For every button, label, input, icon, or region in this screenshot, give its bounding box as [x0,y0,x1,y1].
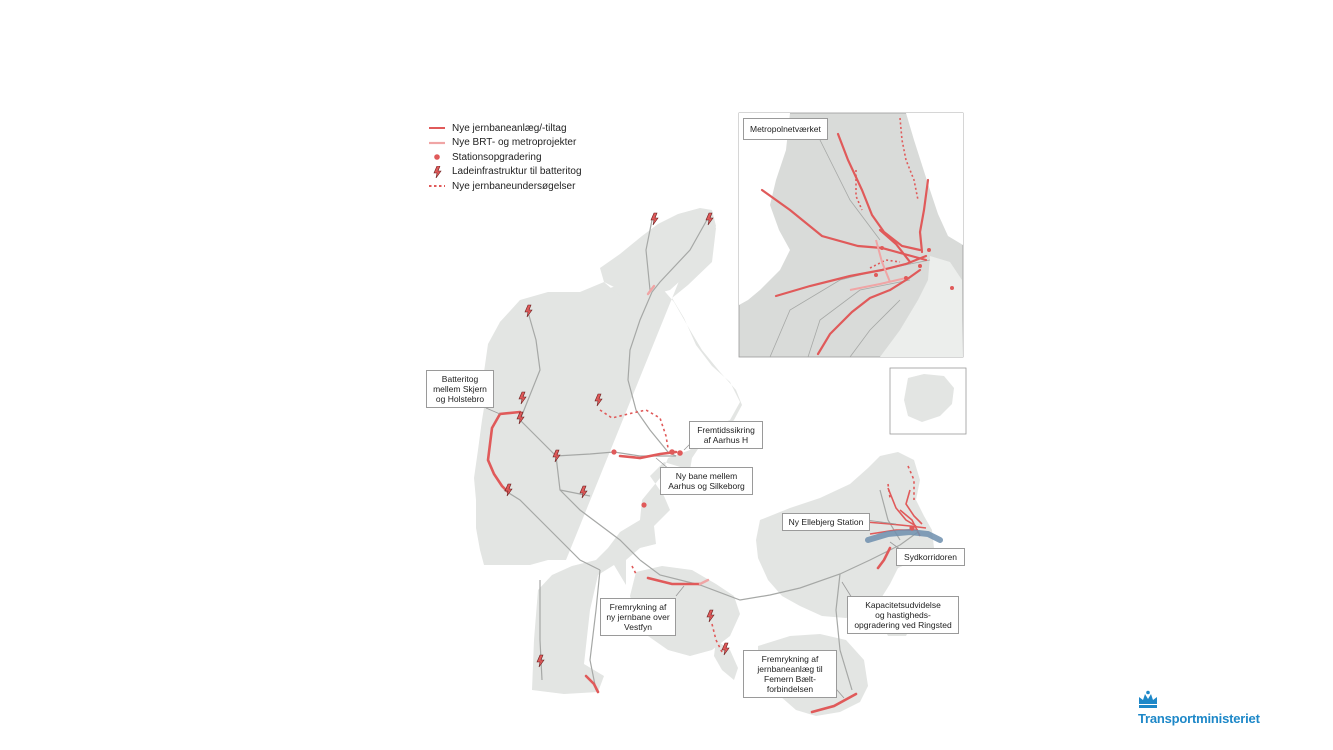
metropol-inset [739,113,963,357]
callout-line: Femern Bælt- [764,674,816,684]
legend-item-studies [428,179,582,194]
callout-line: og hastigheds- [875,610,931,620]
callout-line: Fremrykning af [761,654,819,664]
callout-silkeborg [660,467,753,495]
legend-item-battery [428,165,582,180]
legend-item-station [428,150,582,165]
inset-title: Metropolnetværket [743,118,828,140]
callout-line: og Holstebro [435,394,485,404]
dotted-line-icon [428,181,446,191]
logo-text: Transportministeriet [1138,711,1260,726]
callout-line: Aarhus og Silkeborg [668,481,745,491]
callout-batteritog [426,370,494,408]
callout-ellebjerg [782,513,870,531]
legend-item-brt-metro [428,136,582,151]
legend-label: Nye jernbaneanlæg/-tiltag [452,122,567,134]
legend-item-new-rail [428,121,582,136]
callout-aarhus-h [689,421,763,449]
legend-label: Stationsopgradering [452,151,542,163]
callout-line: Ny bane mellem [675,471,738,481]
dot-icon [428,152,446,162]
legend-label: Nye BRT- og metroprojekter [452,137,577,149]
callout-line: Fremtidssikring [697,425,755,435]
callout-line: opgradering ved Ringsted [854,620,952,630]
callout-ringsted [847,596,959,634]
lightning-icon [428,167,446,177]
callout-vestfyn [600,598,676,636]
legend-label: Nye jernbaneundersøgelser [452,180,576,192]
callout-line: ny jernbane over [606,612,670,622]
callout-line: forbindelsen [766,684,814,694]
callout-femern [743,650,837,698]
callout-line: mellem Skjern [433,384,487,394]
callout-line: Fremrykning af [609,602,667,612]
callout-line: Ny Ellebjerg Station [788,517,864,527]
callout-line: af Aarhus H [703,435,749,445]
callout-line: jernbaneanlæg til [757,664,823,674]
callout-line: Vestfyn [624,622,652,632]
map-legend [428,121,582,194]
callout-sydkorridoren [896,548,965,566]
callout-line: Sydkorridoren [904,552,957,562]
callout-line: Kapacitetsudvidelse [865,600,941,610]
solid-line-icon [428,123,446,133]
legend-label: Ladeinfrastruktur til batteritog [452,166,582,178]
callout-line: Batteritog [441,374,479,384]
light-line-icon [428,138,446,148]
jutland-north [600,208,716,296]
bornholm-inset [890,368,966,434]
